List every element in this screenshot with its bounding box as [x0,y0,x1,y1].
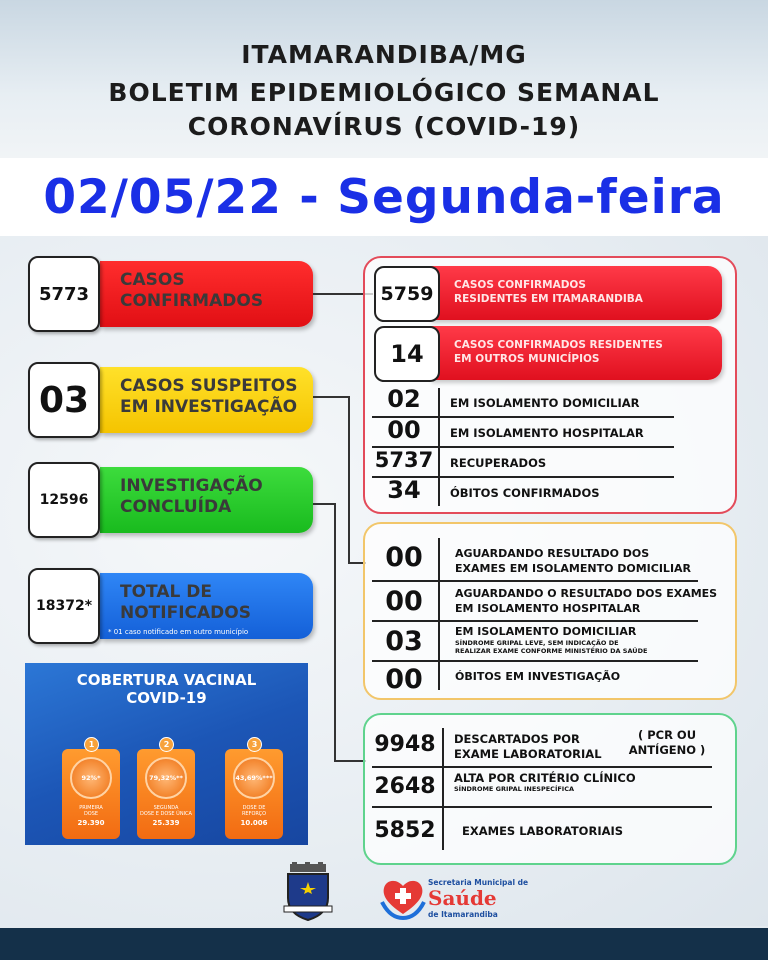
divider [438,538,440,690]
mild-isolation-label: EM ISOLAMENTO DOMICILIAR SÍNDROME GRIPAL LEVE, SEM INDICAÇÃO DE REALIZAR EXAME CONFORME MINISTÉRIO DA SAÚDE [455,625,648,655]
clinical-discharge-label: ALTA POR CRITÉRIO CLÍNICO SÍNDROME GRIPAL INESPECÍFICA [454,771,636,793]
card-suspect [28,362,313,438]
dose-badge: 2 [159,737,174,752]
connector [313,503,335,505]
vaccine-subtitle: COVID-19 [126,689,207,707]
lab-exams-label: EXAMES LABORATORIAIS [462,824,624,838]
card-concluded [28,462,313,538]
card-number: 18372* [28,568,100,644]
divider [372,766,712,768]
card-number: 12596 [28,462,100,538]
divider [372,580,698,582]
discarded-label: DESCARTADOS POR EXAME LABORATORIAL [454,732,602,761]
home-isolation-number: 02 [387,385,421,413]
card-number: 5773 [28,256,100,332]
deaths-label: ÓBITOS CONFIRMADOS [450,486,600,500]
logo-main: Saúde [428,886,497,910]
awaiting-hospital-label: AGUARDANDO O RESULTADO DOS EXAMES EM ISOLAMENTO HOSPITALAR [455,587,718,615]
dose-value: 10.006 [240,819,268,827]
hospital-isolation-number: 00 [387,416,421,444]
dose-percent: 92%* [70,757,112,799]
dose-value: 29.390 [77,819,105,827]
clinical-discharge-number: 2648 [374,774,436,799]
card-number: 03 [28,362,100,438]
bulletin-date: 02/05/22 - Segunda-feira [43,170,725,225]
card-notified [28,568,313,644]
deaths-investigation-number: 00 [385,664,423,695]
card-label: CASOS CONFIRMADOS [120,270,264,311]
dose-caption: PRIMEIRA DOSE [79,805,103,817]
vaccine-coverage-panel [25,663,308,845]
dose-card-1 [62,740,120,839]
awaiting-home-label: AGUARDANDO RESULTADO DOS EXAMES EM ISOLAMENTO DOMICILIAR [455,547,692,575]
home-isolation-label: EM ISOLAMENTO DOMICILIAR [450,396,640,410]
header-city: ITAMARANDIBA/MG [241,40,527,69]
dose-value: 25.339 [152,819,180,827]
connector [313,396,349,398]
footer-bar [0,928,768,960]
connector [348,396,350,564]
dose-percent: 79,32%** [145,757,187,799]
dose-badge: 1 [84,737,99,752]
hospital-isolation-label: EM ISOLAMENTO HOSPITALAR [450,426,644,440]
card-label: CASOS SUSPEITOS EM INVESTIGAÇÃO [120,376,298,417]
other-municipalities-number: 14 [374,326,440,382]
divider [372,806,712,808]
mild-isolation-number: 03 [385,626,423,657]
city-crest-icon [282,862,334,922]
deaths-number: 34 [387,476,421,504]
residents-band [430,266,722,320]
connector [334,760,366,762]
header-subtitle: CORONAVÍRUS (COVID-19) [187,112,581,141]
header-title: BOLETIM EPIDEMIOLÓGICO SEMANAL [108,78,660,107]
discarded-test-type: ( PCR OU ANTÍGENO ) [628,728,706,757]
dose-caption: SEGUNDA DOSE E DOSE ÚNICA [140,805,192,817]
residents-label: CASOS CONFIRMADOS RESIDENTES EM ITAMARANDIBA [454,279,643,305]
dose-caption: DOSE DE REFORÇO [241,805,267,817]
residents-number: 5759 [374,266,440,322]
other-municipalities-band [430,326,722,380]
recovered-label: RECUPERADOS [450,456,547,470]
dose-card-2 [137,740,195,839]
dose-badge: 3 [247,737,262,752]
connector [334,503,336,761]
card-label: TOTAL DE NOTIFICADOS [120,582,251,623]
logo-line1: Secretaria Municipal de [428,878,529,887]
divider [442,728,444,850]
heart-hands-icon [380,876,426,920]
card-note: * 01 caso notificado em outro município [108,628,249,636]
deaths-investigation-label: ÓBITOS EM INVESTIGAÇÃO [455,670,621,683]
card-confirmed [28,256,313,332]
divider [372,660,698,662]
dose-card-3 [225,740,283,839]
recovered-number: 5737 [374,448,434,472]
card-label: INVESTIGAÇÃO CONCLUÍDA [120,476,263,517]
divider [372,620,698,622]
other-municipalities-label: CASOS CONFIRMADOS RESIDENTES EM OUTROS MUNICÍPIOS [454,339,663,365]
awaiting-home-number: 00 [385,542,423,573]
logo-line2: de Itamarandiba [428,910,498,919]
awaiting-hospital-number: 00 [385,586,423,617]
discarded-number: 9948 [374,732,436,757]
vaccine-title: COBERTURA VACINAL [76,671,257,689]
lab-exams-number: 5852 [374,818,436,843]
dose-percent: 43,69%*** [233,757,275,799]
